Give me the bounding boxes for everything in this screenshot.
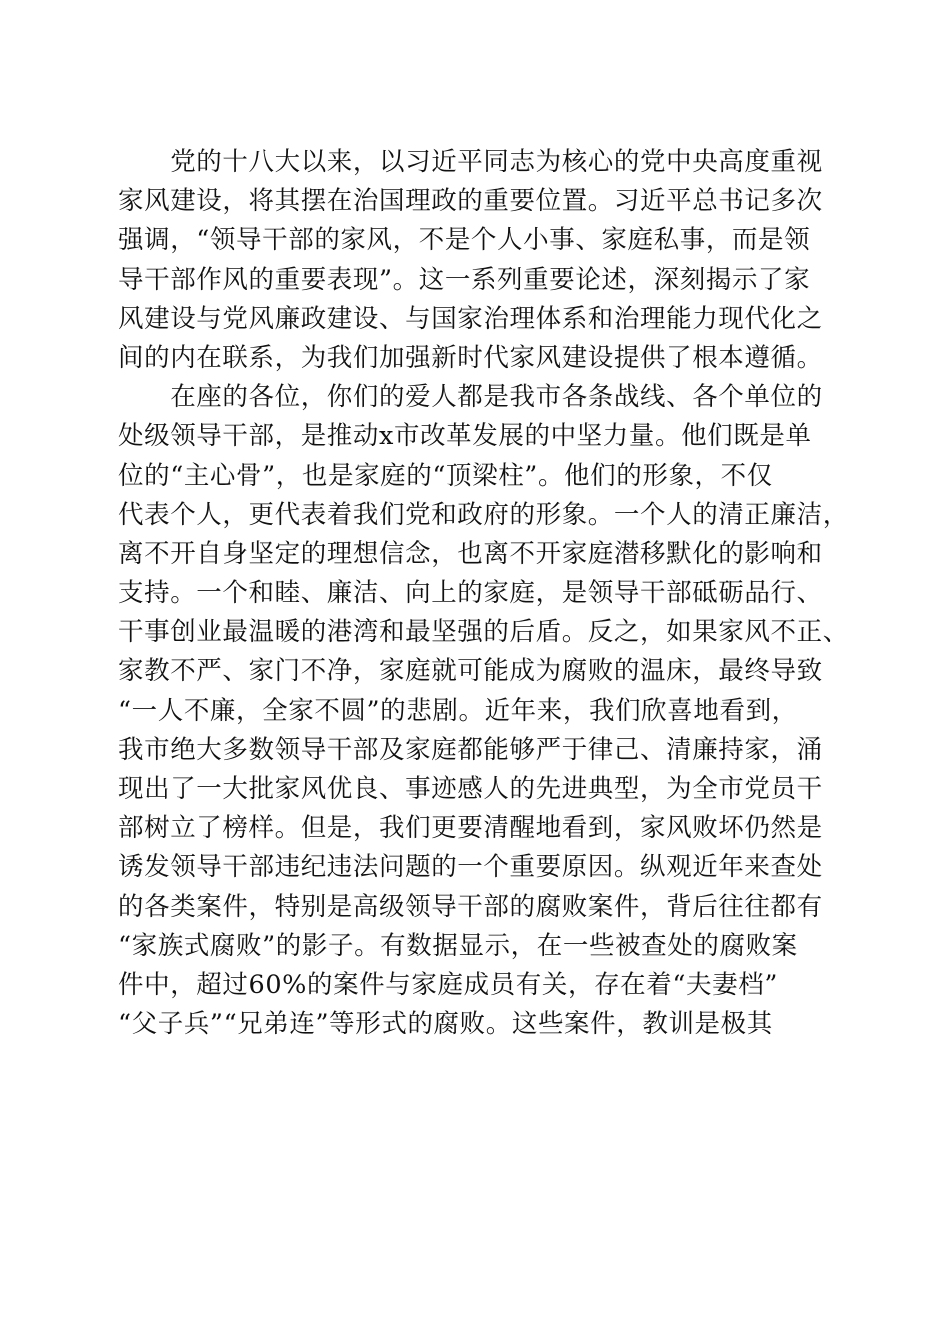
- text-line: 位的“主心骨”，也是家庭的“顶梁柱”。他们的形象，不仅: [118, 460, 773, 491]
- text-line: 导干部作风的重要表现”。这一系列重要论述，深刻揭示了家: [118, 264, 811, 295]
- text-line: “一人不廉，全家不圆”的悲剧。近年来，我们欣喜地看到，: [118, 695, 798, 726]
- text-line: 部树立了榜样。但是，我们更要清醒地看到，家风败坏仍然是: [118, 813, 823, 844]
- text-line: 干事创业最温暖的港湾和最坚强的后盾。反之，如果家风不正、: [118, 617, 849, 648]
- text-line: 党的十八大以来，以习近平同志为核心的党中央高度重视: [118, 147, 823, 177]
- text-line: 家教不严、家门不净，家庭就可能成为腐败的温床，最终导致: [118, 656, 823, 687]
- text-line: 间的内在联系，为我们加强新时代家风建设提供了根本遵循。: [118, 342, 823, 373]
- text-line: 代表个人，更代表着我们党和政府的形象。一个人的清正廉洁，: [118, 499, 849, 530]
- text-line: 处级领导干部，是推动x市改革发展的中坚力量。他们既是单: [118, 421, 812, 452]
- text-line: “父子兵”“兄弟连”等形式的腐败。这些案件，教训是极其: [118, 1009, 773, 1040]
- text-line: 家风建设，将其摆在治国理政的重要位置。习近平总书记多次: [118, 186, 823, 217]
- body-text: [118, 143, 849, 1044]
- text-line: 件中，超过60%的案件与家庭成员有关，存在着“夫妻档”: [118, 969, 778, 1000]
- text-line: 强调，“领导干部的家风，不是个人小事、家庭私事，而是领: [118, 225, 811, 256]
- text-line: 离不开自身坚定的理想信念，也离不开家庭潜移默化的影响和: [118, 538, 823, 569]
- text-line: 的各类案件，特别是高级领导干部的腐败案件，背后往往都有: [118, 891, 823, 922]
- text-line: 诱发领导干部违纪违法问题的一个重要原因。纵观近年来查处: [118, 852, 823, 883]
- text-line: “家族式腐败”的影子。有数据显示，在一些被查处的腐败案: [118, 930, 798, 961]
- text-line: 现出了一大批家风优良、事迹感人的先进典型，为全市党员干: [118, 774, 823, 804]
- text-line: 风建设与党风廉政建设、与国家治理体系和治理能力现代化之: [118, 303, 823, 334]
- text-line: 在座的各位，你们的爱人都是我市各条战线、各个单位的: [118, 382, 823, 413]
- text-line: 我市绝大多数领导干部及家庭都能够严于律己、清廉持家，涌: [118, 734, 823, 765]
- text-line: 支持。一个和睦、廉洁、向上的家庭，是领导干部砥砺品行、: [118, 578, 823, 609]
